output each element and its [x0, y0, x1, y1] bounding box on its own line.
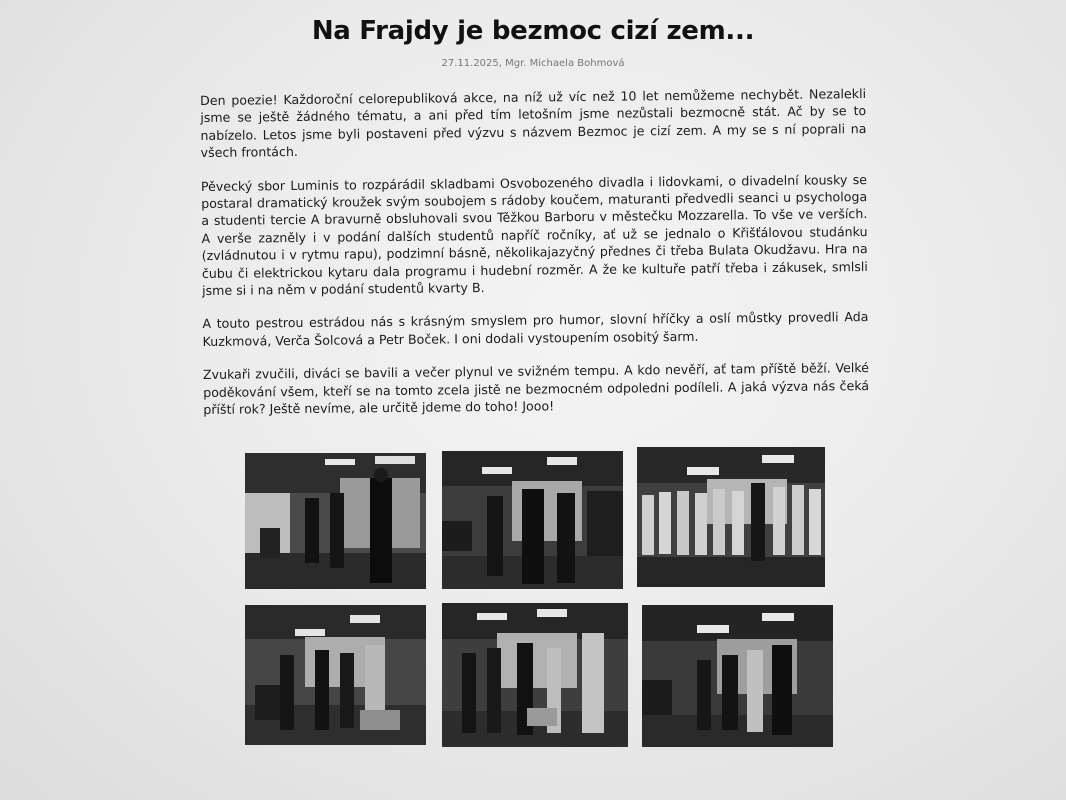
photo-gallery — [245, 447, 835, 747]
gallery-photo-1 — [245, 453, 426, 589]
gallery-photo-4 — [245, 605, 426, 745]
gallery-photo-5 — [442, 603, 628, 747]
gallery-photo-2 — [442, 451, 623, 589]
article-paragraph: A touto pestrou estrádou nás s krásným smyslem pro humor, slovní hříčky a oslí můstky provedli Ada Kuzkmová, Verča Šolcová a Petr Boček. I oni dodali vystoupením osobitý šarm. — [202, 309, 869, 349]
article-title: Na Frajdy je bezmoc cizí zem... — [311, 16, 755, 46]
article-paragraph: Zvukaři zvučili, diváci se bavili a večer plynul ve svižném tempu. A kdo nevěří, ať tam příště běží. Velké poděkování všem, kteří se na tomto zcela jistě ne bezmocném odpoledni podíleli. A jaká výzva nás čeká příští rok? Ještě nevíme, ale určitě jdeme do toho! Jooo! — [202, 360, 870, 418]
gallery-photo-3 — [637, 447, 825, 587]
article-meta: 27.11.2025, Mgr. Michaela Bohmová — [441, 58, 625, 69]
gallery-photo-6 — [642, 605, 833, 747]
article-body — [200, 85, 870, 434]
article-paragraph: Den poezie! Každoroční celorepubliková akce, na níž už víc než 10 let nemůžeme nechybět. Nezalekli jsme se ještě žádného tématu, a ani před tím letošním jsme nezůstali bezmocně stát. Ač by se to nabízelo. Letos jsme byli postaveni před výzvu s názvem Bezmoc je cizí zem. A my se s ní poprali na všech frontách. — [200, 86, 867, 161]
article-paragraph: Pěvecký sbor Luminis to rozpárádil skladbami Osvobozeného divadla i lidovkami, o divadelní kousky se postaral dramatický kroužek svým soubojem s rádoby koučem, maturanti předvedli seanci u psychologa a studenti tercie A bravurně obsluhovali svou Těžkou Barboru v městečku Mozzarella. To vše ve verších. A verše zazněly i v podání dalších studentů napříč ročníky, ať už se jednalo o Křišťálovou studánku (zvládnutou i v rytmu rapu), podzimní básně, několikajazyčný přednes či třeba Bulata Okudžavu. Hra na čubu či elektrickou kytaru dala programu i hudební rozměr. A že ke kultuře patří třeba i zákusek, smlsli jsme si i na něm v podání studentů kvarty B. — [200, 171, 868, 299]
